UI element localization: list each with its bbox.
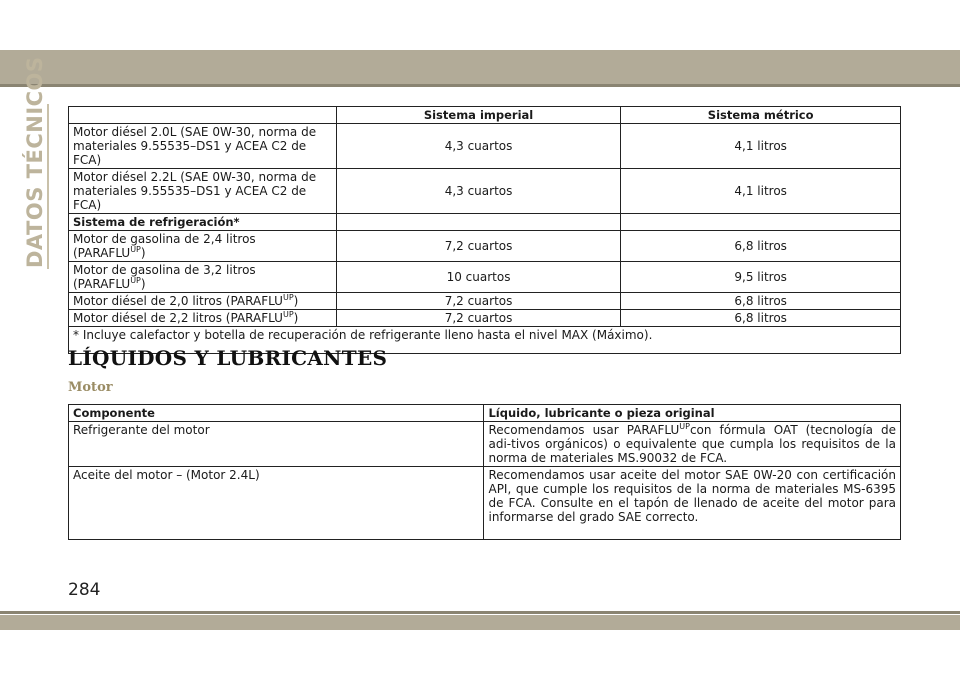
footer-band (0, 615, 960, 630)
imperial-value: 4,3 cuartos (336, 169, 621, 214)
table-header-row (69, 107, 901, 124)
header-cell: Líquido, lubricante o pieza original (484, 405, 901, 422)
fluids-table (68, 404, 901, 540)
header-band (0, 50, 960, 84)
imperial-value: 7,2 cuartos (336, 310, 621, 327)
table-row (69, 169, 901, 214)
table-row (69, 422, 901, 467)
imperial-value: 7,2 cuartos (336, 293, 621, 310)
section-heading: LÍQUIDOS Y LUBRICANTES (68, 346, 388, 370)
capacities-table (68, 106, 901, 354)
imperial-value: 7,2 cuartos (336, 231, 621, 262)
subsection-heading: Motor (68, 380, 113, 395)
component-cell: Aceite del motor – (Motor 2.4L) (69, 467, 484, 540)
table-row (69, 124, 901, 169)
row-label: Motor diésel 2.2L (SAE 0W-30, norma de materiales 9.55535–DS1 y ACEA C2 de FCA) (69, 169, 337, 214)
header-cell (69, 107, 337, 124)
footer-rule (0, 611, 960, 614)
row-label: Motor diésel de 2,0 litros $(PARAFLU^{UP})$ (69, 293, 337, 310)
empty-cell (336, 214, 621, 231)
description-cell: Recomendamos usar aceite del motor SAE 0W-20 con certificación API, que cumple los requisitos de la norma de materiales MS-6395 de FCA. Consulte en el tapón de llenado de aceite del motor para informarse del grado SAE correcto. (484, 467, 901, 540)
side-rule (47, 104, 49, 269)
metric-value: 4,1 litros (621, 169, 901, 214)
table-row (69, 262, 901, 293)
row-label: Motor diésel 2.0L (SAE 0W-30, norma de materiales 9.55535–DS1 y ACEA C2 de FCA) (69, 124, 337, 169)
header-rule (0, 84, 960, 87)
row-label: Motor de gasolina de 2,4 litros $(PARAFLU^{UP})$ (69, 231, 337, 262)
table-row (69, 231, 901, 262)
metric-value: 6,8 litros (621, 310, 901, 327)
page-number: 284 (68, 580, 101, 600)
metric-value: 6,8 litros (621, 293, 901, 310)
header-cell: Sistema métrico (621, 107, 901, 124)
imperial-value: 4,3 cuartos (336, 124, 621, 169)
description-cell: Recomendamos usar $PARAFLU^{UP}con$ fórmula OAT (tecnología de adi-tivos orgánicos) o equivalente que cumpla los requisitos de la norma de materiales MS.90032 de FCA. (484, 422, 901, 467)
section-row (69, 214, 901, 231)
table-row (69, 310, 901, 327)
table-header-row (69, 405, 901, 422)
section-label: Sistema de refrigeración* (69, 214, 337, 231)
header-cell: Componente (69, 405, 484, 422)
imperial-value: 10 cuartos (336, 262, 621, 293)
footnote: * Incluye calefactor y botella de recuperación de refrigerante lleno hasta el nivel MAX (Máximo). (69, 327, 901, 354)
row-label: Motor de gasolina de 3,2 litros $(PARAFLU^{UP})$ (69, 262, 337, 293)
empty-cell (621, 214, 901, 231)
table-row (69, 293, 901, 310)
section-side-label: DATOS TÉCNICOS (23, 56, 47, 268)
component-cell: Refrigerante del motor (69, 422, 484, 467)
metric-value: 4,1 litros (621, 124, 901, 169)
header-cell: Sistema imperial (336, 107, 621, 124)
row-label: Motor diésel de 2,2 litros $(PARAFLU^{UP})$ (69, 310, 337, 327)
metric-value: 6,8 litros (621, 231, 901, 262)
table-row (69, 467, 901, 540)
metric-value: 9,5 litros (621, 262, 901, 293)
